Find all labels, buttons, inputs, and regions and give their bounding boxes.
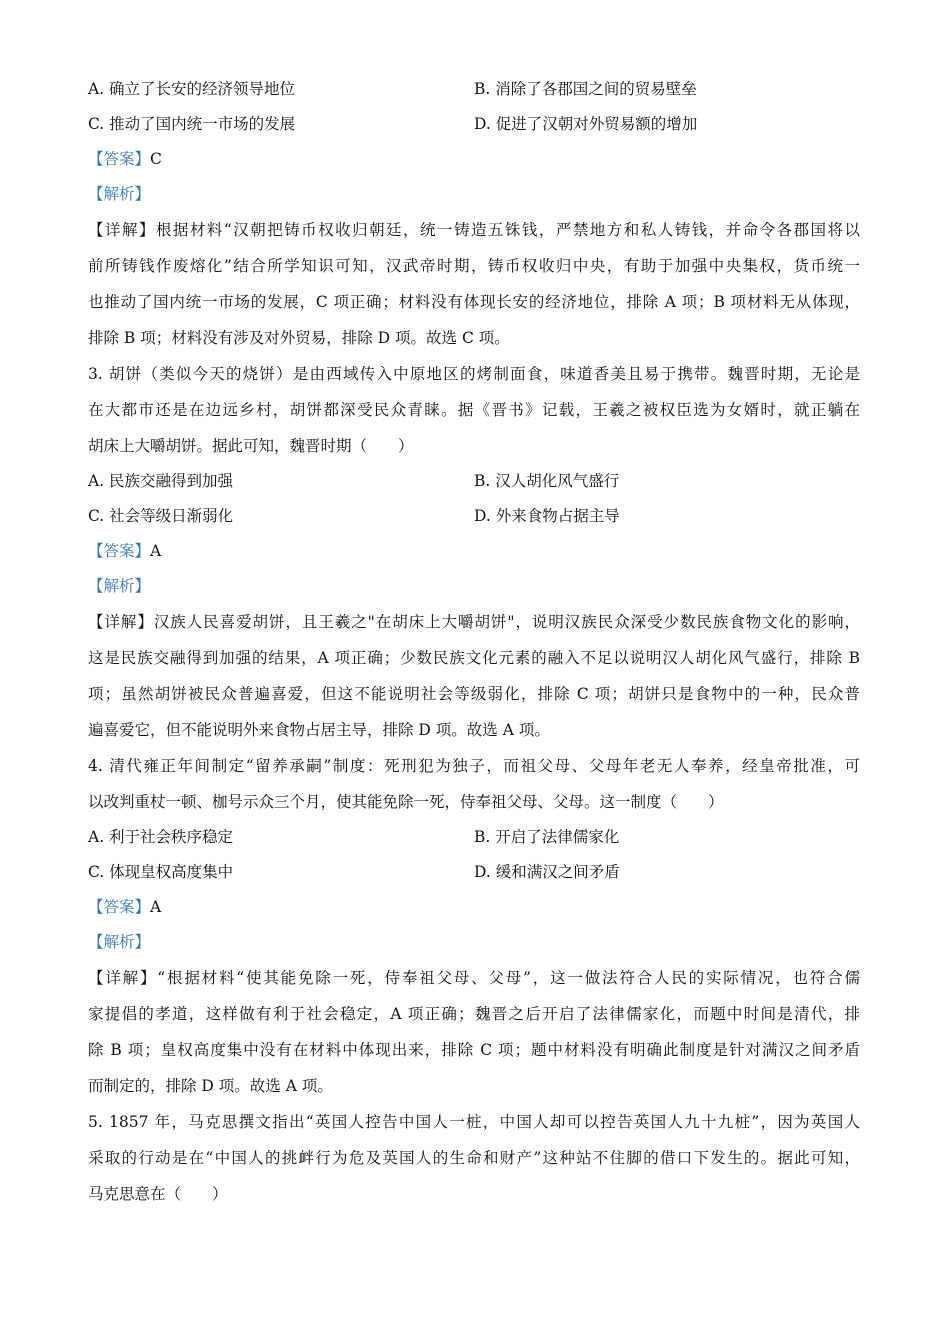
q2-detail-text-1: 根据材料“汉朝把铸币权收归朝廷，统一铸造五铢钱，严禁地方和私人铸钱，并命令各郡国将以: [155, 221, 860, 239]
q3-options-row-2: [88, 499, 860, 534]
q2-answer-value: C: [150, 150, 162, 168]
q4-option-a: A. 利于社会秩序稳定: [88, 828, 234, 846]
q4-option-d: D. 缓和满汉之间矛盾: [474, 863, 620, 881]
q4-answer-value: A: [150, 898, 162, 916]
q4-detail-line-3: 除 B 项；皇权高度集中没有在材料中体现出来，排除 C 项；题中材料没有明确此制度是针对满汉之间矛盾: [88, 1041, 860, 1059]
q3-option-b: B. 汉人胡化风气盛行: [474, 472, 620, 490]
q4-options-row-2: [88, 855, 860, 890]
q2-analysis-tag: 【解析】: [88, 185, 151, 203]
q2-detail-line-4: 排除 B 项；材料没有涉及对外贸易，排除 D 项。故选 C 项。: [88, 329, 510, 347]
q4-answer-tag: 【答案】: [88, 898, 151, 916]
q3-stem-line-3: 胡床上大嚼胡饼。据此可知，魏晋时期（ ）: [88, 437, 414, 455]
q4-analysis-tag: 【解析】: [88, 933, 151, 951]
q3-options-row-1: [88, 464, 860, 499]
q4-detail-tag: 【详解】: [88, 969, 158, 987]
q5-stem-line-3: 马克思意在（ ）: [88, 1185, 228, 1203]
q3-answer: [88, 534, 860, 569]
q4-option-c: C. 体现皇权高度集中: [88, 863, 234, 881]
q2-option-b: B. 消除了各郡国之间的贸易壁垒: [474, 80, 697, 98]
q2-detail-tag: 【详解】: [88, 221, 156, 239]
q3-option-d: D. 外来食物占据主导: [474, 507, 620, 525]
q4-answer: [88, 890, 860, 925]
q4-options-row-1: [88, 820, 860, 855]
q3-stem-line-2: 在大都市还是在边远乡村，胡饼都深受民众青睐。据《晋书》记载，王羲之被权臣选为女婿时，就正躺在: [88, 401, 860, 419]
q2-option-d: D. 促进了汉朝对外贸易额的增加: [474, 115, 698, 133]
q4-stem-line-1: 4. 清代雍正年间制定“留养承嗣”制度：死刑犯为独子，而祖父母、父母年老无人奉养，经皇帝批准，可: [88, 757, 860, 775]
q3-detail-line-4: 遍喜爱它，但不能说明外来食物占居主导，排除 D 项。故选 A 项。: [88, 721, 550, 739]
q4-detail-text-1: “根据材料“使其能免除一死，侍奉祖父母、父母”，这一做法符合人民的实际情况，也符合儒: [157, 969, 860, 987]
q2-option-c: C. 推动了国内统一市场的发展: [88, 115, 296, 133]
q4-stem-line-2: 以改判重杖一顿、枷号示众三个月，使其能免除一死，侍奉祖父母、父母。这一制度（ ）: [88, 793, 724, 811]
q2-answer-tag: 【答案】: [88, 150, 151, 168]
q2-options-row-1: [88, 72, 860, 107]
q3-answer-value: A: [150, 542, 162, 560]
q4-detail-line-4: 而制定的，排除 D 项。故选 A 项。: [88, 1077, 333, 1095]
q2-option-a: A. 确立了长安的经济领导地位: [88, 80, 296, 98]
q3-answer-tag: 【答案】: [88, 542, 151, 560]
q2-detail-line-1: [88, 212, 860, 248]
q2-options-row-2: [88, 107, 860, 142]
q2-answer: [88, 142, 860, 177]
q3-detail-tag: 【详解】: [88, 613, 154, 631]
q4-detail-line-1: [88, 960, 860, 996]
q5-stem-line-2: 采取的行动是在“中国人的挑衅行为危及英国人的生命和财产”这种站不住脚的借口下发生的。据此可知，: [88, 1149, 860, 1167]
q4-option-b: B. 开启了法律儒家化: [474, 828, 620, 846]
q2-detail-line-3: 也推动了国内统一市场的发展，C 项正确；材料没有体现长安的经济地位，排除 A 项；B 项材料无从体现，: [88, 293, 860, 311]
q3-detail-line-2: 这是民族交融得到加强的结果，A 项正确；少数民族文化元素的融入不足以说明汉人胡化风气盛行，排除 B: [88, 649, 860, 667]
q3-analysis-tag: 【解析】: [88, 577, 151, 595]
q4-detail-line-2: 家提倡的孝道，这样做有利于社会稳定，A 项正确；魏晋之后开启了法律儒家化，而题中时间是清代，排: [88, 1005, 860, 1023]
q3-detail-line-3: 项；虽然胡饼被民众普遍喜爱，但这不能说明社会等级弱化，排除 C 项；胡饼只是食物中的一种，民众普: [88, 685, 860, 703]
q3-detail-line-1: [88, 604, 860, 640]
q3-stem-line-1: 3. 胡饼（类似今天的烧饼）是由西域传入中原地区的烤制面食，味道香美且易于携带。魏晋时期，无论是: [88, 365, 860, 383]
q5-stem-line-1: 5. 1857 年，马克思撰文指出“英国人控告中国人一桩，中国人却可以控告英国人九十九桩”，因为英国人: [88, 1113, 860, 1131]
q3-option-a: A. 民族交融得到加强: [88, 472, 234, 490]
q3-option-c: C. 社会等级日渐弱化: [88, 507, 234, 525]
exam-page: [88, 72, 860, 1212]
q3-detail-text-1: 汉族人民喜爱胡饼，且王羲之"在胡床上大嚼胡饼"，说明汉族民众深受少数民族食物文化的影响，: [153, 613, 860, 631]
q2-detail-line-2: 前所铸钱作废熔化”结合所学知识可知，汉武帝时期，铸币权收归中央，有助于加强中央集权，货币统一: [88, 257, 860, 275]
